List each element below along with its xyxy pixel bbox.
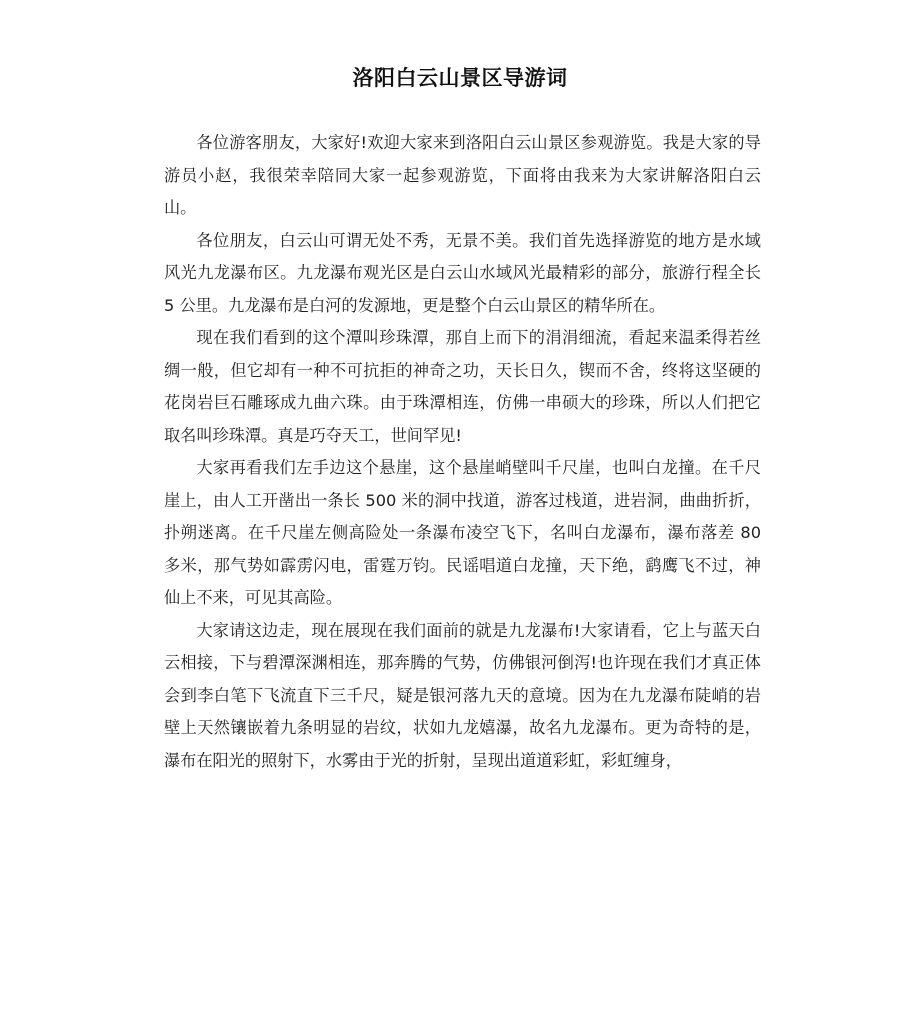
paragraph-pearl-pool: 现在我们看到的这个潭叫珍珠潭，那自上而下的涓涓细流，看起来温柔得若丝绸一般，但它却有一种不可抗拒的神奇之功，天长日久，锲而不舍，终将这坚硬的花岗岩巨石雕琢成九曲六珠。由于珠潭相连，仿佛一串硕大的珍珠，所以人们把它取名叫珍珠潭。真是巧夺天工，世间罕见! [164, 328, 761, 445]
document-body [164, 127, 761, 777]
paragraph-intro: 各位游客朋友，大家好!欢迎大家来到洛阳白云山景区参观游览。我是大家的导游员小赵，我很荣幸陪同大家一起参观游览，下面将由我来为大家讲解洛阳白云山。 [164, 133, 761, 217]
page-title: 洛阳白云山景区导游词 [352, 66, 568, 90]
paragraph-waterfall-area: 各位朋友，白云山可谓无处不秀，无景不美。我们首先选择游览的地方是水域风光九龙瀑布区。九龙瀑布观光区是白云山水域风光最精彩的部分，旅游行程全长 5 公里。九龙瀑布是白河的发源地，更是整个白云山景区的精华所在。 [164, 230, 761, 315]
paragraph-nine-dragon-waterfall: 大家请这边走，现在展现在我们面前的就是九龙瀑布!大家请看，它上与蓝天白云相接，下与碧潭深渊相连，那奔腾的气势，仿佛银河倒泻!也许现在我们才真正体会到李白笔下飞流直下三千尺，疑是银河落九天的意境。因为在九龙瀑布陡峭的岩壁上天然镶嵌着九条明显的岩纹，状如九龙嬉瀑，故名九龙瀑布。更为奇特的是，瀑布在阳光的照射下，水雾由于光的折射，呈现出道道彩虹，彩虹缠身， [164, 620, 761, 770]
paragraph-cliff: 大家再看我们左手边这个悬崖，这个悬崖峭壁叫千尺崖，也叫白龙撞。在千尺崖上，由人工开凿出一条长 500 米的洞中找道，游客过栈道，进岩洞，曲曲折折，扑朔迷离。在千尺崖左侧高险处一条瀑布凌空飞下，名叫白龙瀑布，瀑布落差 80 多米，那气势如霹雳闪电，雷霆万钧。民谣唱道白龙撞，天下绝，鹞鹰飞不过，神仙上不来，可见其高险。 [164, 458, 761, 607]
